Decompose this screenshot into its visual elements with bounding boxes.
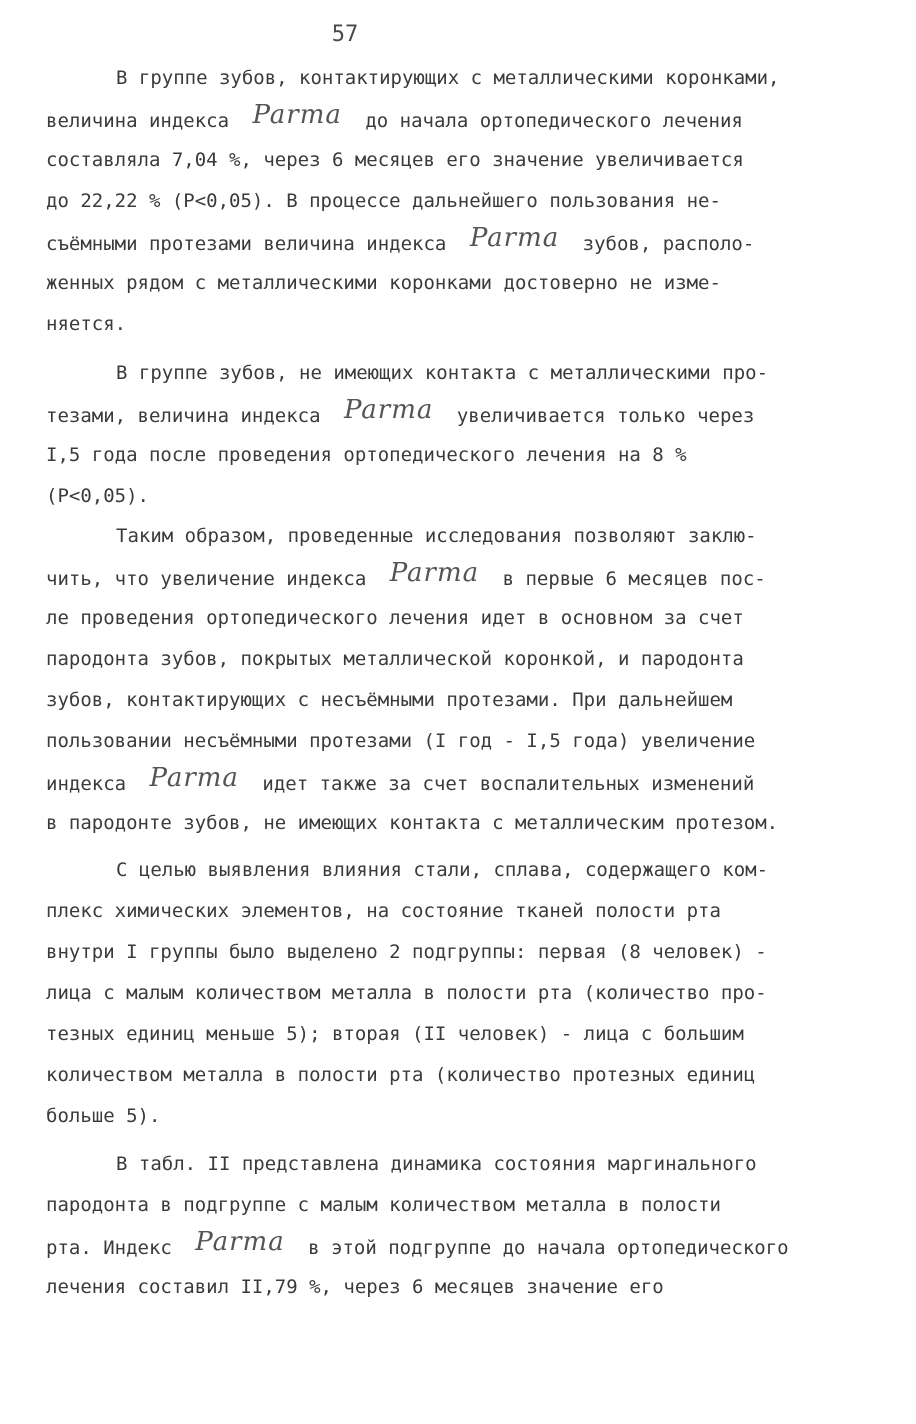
- paragraph: [46, 516, 876, 844]
- text-line: [46, 476, 876, 517]
- text-segment: до начала ортопедического лечения: [353, 110, 743, 132]
- text-line: [46, 598, 876, 639]
- text-line: [46, 762, 876, 803]
- text-line: [46, 1144, 876, 1185]
- text-line: [46, 1014, 876, 1055]
- text-segment: величина индекса: [46, 110, 241, 132]
- text-line: [46, 1267, 876, 1308]
- text-line: [46, 973, 876, 1014]
- text-segment: составляла 7,04 %, через 6 месяцев его значение увеличивается: [46, 149, 744, 171]
- text-segment: увеличивается только через: [445, 405, 755, 427]
- text-segment: тезных единиц меньше 5); вторая (II человек) - лица с большим: [46, 1023, 744, 1045]
- text-line: [46, 435, 876, 476]
- paragraph: [46, 850, 876, 1137]
- text-line: [46, 932, 876, 973]
- text-segment: плекс химических элементов, на состояние тканей полости рта: [46, 900, 721, 922]
- text-line: [46, 263, 876, 304]
- text-segment: больше 5).: [46, 1105, 161, 1127]
- text-segment: зубов, располо-: [571, 233, 755, 255]
- text-line: [46, 394, 876, 435]
- text-line: [46, 140, 876, 181]
- text-line: [46, 353, 876, 394]
- text-line: [46, 1185, 876, 1226]
- text-segment: В группе зубов, не имеющих контакта с металлическими про-: [116, 362, 769, 384]
- text-segment: чить, что увеличение индекса: [46, 568, 378, 590]
- paragraph: [46, 1144, 876, 1308]
- text-segment: в пародонте зубов, не имеющих контакта с металлическим протезом.: [46, 812, 779, 834]
- handwritten-index-name: Parma: [149, 763, 239, 793]
- paragraph: [46, 353, 876, 517]
- handwritten-index-name: Parma: [195, 1227, 285, 1257]
- text-segment: (P<0,05).: [46, 485, 149, 507]
- text-segment: в первые 6 месяцев пос-: [491, 568, 766, 590]
- text-segment: няется.: [46, 313, 127, 335]
- text-segment: индекса: [46, 773, 138, 795]
- text-line: [46, 891, 876, 932]
- text-segment: до 22,22 % (P<0,05). В процессе дальнейшего пользования не-: [46, 190, 721, 212]
- text-segment: идет также за счет воспалительных изменений: [250, 773, 755, 795]
- text-segment: количеством металла в полости рта (количество протезных единиц: [46, 1064, 756, 1086]
- text-segment: внутри I группы было выделено 2 подгруппы: первая (8 человек) -: [46, 941, 767, 963]
- text-line: [46, 58, 876, 99]
- text-segment: пародонта зубов, покрытых металлической коронкой, и пародонта: [46, 648, 744, 670]
- text-line: [46, 1096, 876, 1137]
- text-segment: женных рядом с металлическими коронками достоверно не изме-: [46, 272, 721, 294]
- text-segment: тезами, величина индекса: [46, 405, 332, 427]
- handwritten-index-name: Parma: [252, 100, 342, 130]
- text-segment: рта. Индекс: [46, 1237, 184, 1259]
- text-line: [46, 99, 876, 140]
- text-segment: съёмными протезами величина индекса: [46, 233, 458, 255]
- text-segment: С целью выявления влияния стали, сплава, содержащего ком-: [116, 859, 769, 881]
- text-segment: пользовании несъёмными протезами (I год - I,5 года) увеличение: [46, 730, 756, 752]
- text-segment: I,5 года после проведения ортопедического лечения на 8 %: [46, 444, 687, 466]
- text-segment: В табл. II представлена динамика состояния маргинального: [116, 1153, 757, 1175]
- paragraph: [46, 58, 876, 345]
- text-segment: в этой подгруппе до начала ортопедического: [296, 1237, 789, 1259]
- text-segment: ле проведения ортопедического лечения идет в основном за счет: [46, 607, 744, 629]
- page-number: 57: [331, 22, 359, 47]
- text-line: [46, 680, 876, 721]
- text-line: [46, 803, 876, 844]
- text-line: [46, 557, 876, 598]
- handwritten-index-name: Parma: [343, 395, 434, 425]
- text-line: [46, 304, 876, 345]
- text-segment: В группе зубов, контактирующих с металлическими коронками,: [116, 67, 780, 89]
- text-line: [46, 850, 876, 891]
- handwritten-index-name: Parma: [389, 558, 480, 588]
- handwritten-index-name: Parma: [469, 223, 560, 253]
- text-segment: лица с малым количеством металла в полости рта (количество про-: [46, 982, 767, 1004]
- text-line: [46, 639, 876, 680]
- text-segment: зубов, контактирующих с несъёмными протезами. При дальнейшем: [46, 689, 733, 711]
- text-line: [46, 721, 876, 762]
- text-line: [46, 516, 876, 557]
- text-segment: Таким образом, проведенные исследования позволяют заклю-: [116, 525, 757, 547]
- text-line: [46, 222, 876, 263]
- text-segment: пародонта в подгруппе с малым количеством металла в полости: [46, 1194, 721, 1216]
- text-line: [46, 1055, 876, 1096]
- text-line: [46, 1226, 876, 1267]
- text-segment: лечения составил II,79 %, через 6 месяцев значение его: [46, 1276, 664, 1298]
- text-line: [46, 181, 876, 222]
